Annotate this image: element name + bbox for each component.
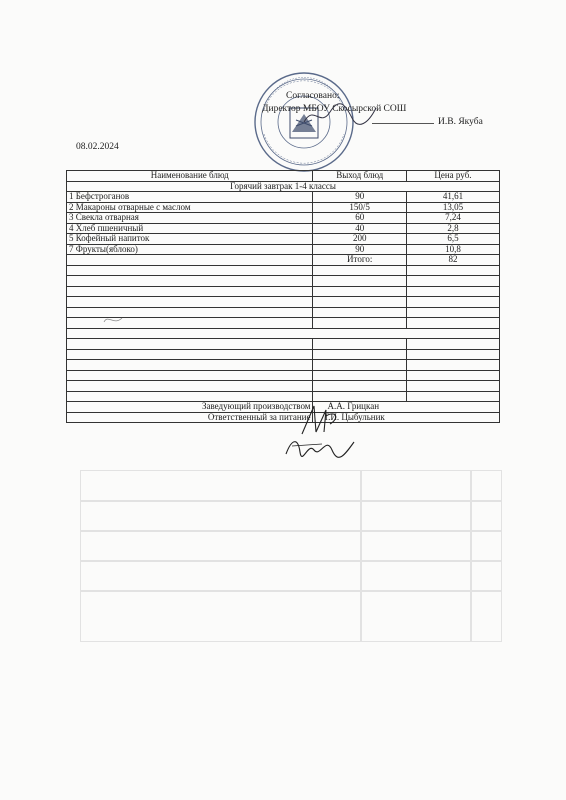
empty-row: [67, 381, 500, 392]
dish-name: 7 Фрукты(яблоко): [67, 244, 313, 255]
empty-cell: [67, 339, 313, 350]
table-row: [67, 234, 500, 245]
header-yield: Выход блюд: [313, 171, 406, 182]
empty-cell: [313, 286, 406, 297]
approval-signer: [372, 116, 483, 129]
dish-yield: 150/5: [313, 202, 406, 213]
nutrition-responsible-name: Т.И. Цыбульник: [313, 412, 500, 423]
empty-row: [67, 328, 500, 339]
empty-cell: [406, 360, 499, 371]
empty-cell: [67, 360, 313, 371]
small-pencil-mark: [102, 312, 124, 328]
empty-row: [67, 286, 500, 297]
empty-row: [67, 297, 500, 308]
empty-cell: [313, 360, 406, 371]
total-empty-cell: [67, 255, 313, 266]
empty-cell: [67, 391, 313, 402]
ghost-table: [80, 470, 502, 642]
dish-price: 13,05: [406, 202, 499, 213]
empty-cell: [313, 349, 406, 360]
empty-cell: [313, 276, 406, 287]
approval-title: Согласовано:: [286, 91, 340, 101]
ghost-col: [470, 470, 472, 642]
dish-price: 7,24: [406, 213, 499, 224]
table-row: [67, 213, 500, 224]
empty-cell: [67, 265, 313, 276]
empty-cell: [313, 265, 406, 276]
table-header-row: [67, 171, 500, 182]
dish-price: 41,61: [406, 192, 499, 203]
empty-cell: [406, 286, 499, 297]
dish-name: 4 Хлеб пшеничный: [67, 223, 313, 234]
empty-cell: [313, 318, 406, 329]
empty-cell: [67, 297, 313, 308]
header-dish-name: Наименование блюд: [67, 171, 313, 182]
table-row: [67, 202, 500, 213]
empty-cell: [313, 381, 406, 392]
nutrition-responsible-label: Ответственный за питание: [67, 412, 313, 423]
menu-table: [66, 170, 500, 423]
header-price: Цена руб.: [406, 171, 499, 182]
empty-row: [67, 265, 500, 276]
total-label: Итого:: [313, 255, 406, 266]
dish-name: 2 Макароны отварные с маслом: [67, 202, 313, 213]
empty-cell: [67, 381, 313, 392]
empty-cell: [67, 276, 313, 287]
ghost-row: [80, 590, 502, 592]
approval-signature: [300, 100, 380, 130]
table-row: [67, 192, 500, 203]
empty-cell: [406, 307, 499, 318]
table-row: [67, 223, 500, 234]
ghost-row: [80, 560, 502, 562]
empty-row: [67, 349, 500, 360]
table-row: [67, 244, 500, 255]
empty-cell: [406, 318, 499, 329]
empty-cell: [67, 349, 313, 360]
empty-cell: [313, 297, 406, 308]
ghost-col: [360, 470, 362, 642]
signature-row-nutrition: [67, 412, 500, 423]
dish-name: 3 Свекла отварная: [67, 213, 313, 224]
empty-cell: [313, 307, 406, 318]
document-date: 08.02.2024: [76, 142, 119, 152]
ghost-row: [80, 500, 502, 502]
empty-row: [67, 307, 500, 318]
approval-position: Директор МБОУ Скосырской СОШ: [262, 104, 407, 114]
empty-row: [67, 370, 500, 381]
empty-cell: [67, 286, 313, 297]
dish-yield: 90: [313, 192, 406, 203]
empty-cell: [406, 297, 499, 308]
empty-cell: [406, 276, 499, 287]
empty-row: [67, 360, 500, 371]
section-title: Горячий завтрак 1-4 классы: [67, 181, 500, 192]
dish-price: 10,8: [406, 244, 499, 255]
dish-yield: 60: [313, 213, 406, 224]
production-manager-label: Заведующий производством: [67, 402, 313, 413]
production-manager-name: А.А. Грицкан: [313, 402, 500, 413]
dish-yield: 90: [313, 244, 406, 255]
dish-yield: 40: [313, 223, 406, 234]
dish-yield: 200: [313, 234, 406, 245]
dish-name: 1 Бефстроганов: [67, 192, 313, 203]
dish-name: 5 Кофейный напиток: [67, 234, 313, 245]
empty-cell: [406, 339, 499, 350]
approval-signer-name: И.В. Якуба: [438, 117, 483, 127]
empty-cell: [406, 265, 499, 276]
signature-row-production: [67, 402, 500, 413]
dish-price: 6,5: [406, 234, 499, 245]
empty-cell: [406, 391, 499, 402]
empty-cell: [313, 339, 406, 350]
total-value: 82: [406, 255, 499, 266]
empty-row: [67, 318, 500, 329]
empty-row: [67, 391, 500, 402]
empty-cell: [406, 370, 499, 381]
empty-row: [67, 339, 500, 350]
empty-cell: [313, 370, 406, 381]
dish-price: 2,8: [406, 223, 499, 234]
empty-cell: [67, 370, 313, 381]
empty-cell: [406, 381, 499, 392]
nutrition-responsible-signature: [282, 432, 358, 462]
empty-cell: [313, 391, 406, 402]
empty-row: [67, 276, 500, 287]
total-row: [67, 255, 500, 266]
ghost-row: [80, 530, 502, 532]
approval-signature-line: [372, 123, 434, 124]
section-row: [67, 181, 500, 192]
empty-cell: [67, 328, 500, 339]
empty-cell: [406, 349, 499, 360]
